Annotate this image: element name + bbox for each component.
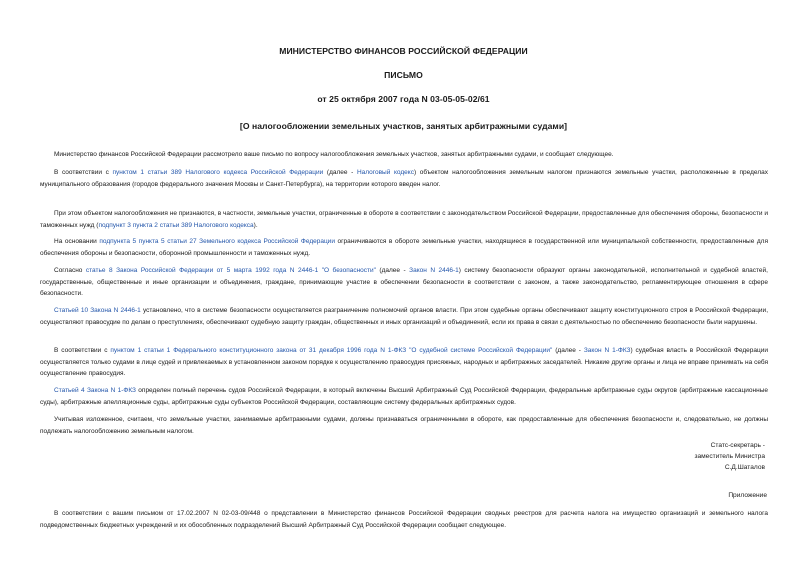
document-type-heading: ПИСЬМО [384, 70, 423, 80]
paragraph-text: Согласно [54, 267, 86, 274]
appendix-paragraph: В соответствии с вашим письмом от 17.02.2007 N 02-03-09/448 о представлении в Министерство финансов Российской Федерации сводных реестров для расчета налога на имущество организаций и земельного налога подведомственных бюджетных учреждений и их обособленных подразделений Высший Арбитражный Суд Российской Федерации сообщает следующее. [40, 510, 768, 529]
paragraph-text: На основании [54, 238, 100, 245]
legal-reference-link[interactable]: подпункта 5 пункта 5 статьи 27 Земельного кодекса Российской Федерации [99, 238, 335, 245]
paragraph-text: (далее - [323, 169, 357, 176]
paragraph [40, 167, 768, 190]
legal-reference-link[interactable]: Закон N 1-ФКЗ [583, 347, 631, 354]
paragraph-text: (далее - [552, 347, 584, 354]
legal-reference-link[interactable]: подпункт 3 пункта 2 статьи 389 Налогового кодекса [98, 221, 254, 229]
paragraph [40, 414, 768, 437]
paragraph-text: установлено, что в системе безопасности осуществляется разграничение полномочий органов власти. При этом судебные органы обеспечивают защиту конституционного строя в Российской Федерации, осуществляют правосудие по делам о преступлениях, обеспечивают судебную защиту граждан, общественных и иных организаций и объединений, если их права в связи с деятельностью по обеспечению безопасности были нарушены. [40, 307, 768, 326]
signature-position: заместитель Министра [694, 453, 765, 460]
paragraph-text: ). [253, 221, 258, 229]
paragraph-text: (далее - [375, 267, 410, 274]
paragraph-text: ограничиваются в обороте земельные участки, находящиеся в государственной или муниципальной собственности, предоставленные для обеспечения обороны и безопасности, оборонной промышленности и таможенных нужд. [40, 238, 768, 257]
paragraph-text: Учитывая изложенное, считаем, что земельные участки, занимаемые арбитражными судами, должны признаваться ограниченными в обороте, как предоставленные для обеспечения безопасности и, следовательно, не должны подлежать налогообложению земельным налогом. [40, 416, 768, 435]
paragraph [40, 236, 768, 259]
paragraph-text: ) систему безопасности образуют органы законодательной, исполнительной и судебной властей, государственные, общественные и иные организации и объединения, граждане, принимающие участие в обеспечении безопасности в соответствии с законом, а также законодательство, регламентирующее отношения в сфере безопасности. [40, 267, 768, 297]
paragraph [40, 208, 768, 231]
paragraph [40, 265, 768, 300]
paragraph [40, 149, 768, 161]
legal-reference-link[interactable]: Статьей 10 Закона N 2446-1 [54, 307, 141, 314]
paragraph [40, 385, 768, 408]
legal-reference-link[interactable]: Статьей 4 Закона N 1-ФКЗ [54, 387, 136, 394]
legal-reference-link[interactable]: Налоговый кодекс [356, 169, 414, 176]
legal-reference-link[interactable]: пунктом 1 статьи 389 Налогового кодекса Российской Федерации [112, 169, 324, 176]
appendix-label: Приложение [728, 492, 767, 499]
signature-block [694, 440, 765, 473]
signature-title: Статс-секретарь - [710, 442, 765, 449]
paragraph [40, 345, 768, 380]
paragraph-text: При этом объектом налогообложения не признаются, в частности, земельные участки, ограниченные в обороте в соответствии с законодательством Российской Федерации, предоставленные для обеспечения обороны, безопасности и таможенных нужд ( [40, 210, 768, 229]
signature-name: С.Д.Шаталов [724, 464, 765, 471]
ministry-heading: МИНИСТЕРСТВО ФИНАНСОВ РОССИЙСКОЙ ФЕДЕРАЦИИ [279, 46, 528, 56]
date-number-heading: от 25 октября 2007 года N 03-05-05-02/61 [317, 94, 490, 104]
paragraph-text: В соответствии с [54, 347, 111, 354]
paragraph-text: Министерство финансов Российской Федерации рассмотрело ваше письмо по вопросу налогообложения земельных участков, занятых арбитражными судами, и сообщает следующее. [54, 151, 614, 158]
legal-reference-link[interactable]: пунктом 1 статьи 1 Федерального конституционного закона от 31 декабря 1996 года N 1-ФКЗ "О судебной системе Российской Федерации" [110, 347, 553, 354]
paragraph-text: ) объектом налогообложения земельным налогом признаются земельные участки, расположенные в пределах муниципального образования (городов федерального значения Москвы и Санкт-Петербурга), на территории которого введен налог. [40, 169, 768, 188]
paragraph-text: В соответствии с [54, 169, 113, 176]
legal-reference-link[interactable]: статье 8 Закона Российской Федерации от 5 марта 1992 года N 2446-1 "О безопасности" [85, 267, 376, 274]
paragraph-text: определен полный перечень судов Российской Федерации, в который включены Высший Арбитражный Суд Российской Федерации, федеральные арбитражные суды округов (арбитражные кассационные суды), арбитражные апелляционные суды, арбитражные суды субъектов Российской Федерации, составляющие систему федеральных арбитражных судов. [40, 387, 768, 406]
paragraph-text: ) судебная власть в Российской Федерации осуществляется только судами в лице судей и привлекаемых в установленном законом порядке к осуществлению правосудия присяжных, народных и арбитражных заседателей. Никакие другие органы и лица не вправе принимать на себя осуществление правосудия. [40, 347, 768, 377]
legal-reference-link[interactable]: Закон N 2446-1 [409, 267, 459, 274]
paragraph [40, 305, 768, 328]
subject-heading: [О налогообложении земельных участков, занятых арбитражными судами] [239, 121, 568, 131]
